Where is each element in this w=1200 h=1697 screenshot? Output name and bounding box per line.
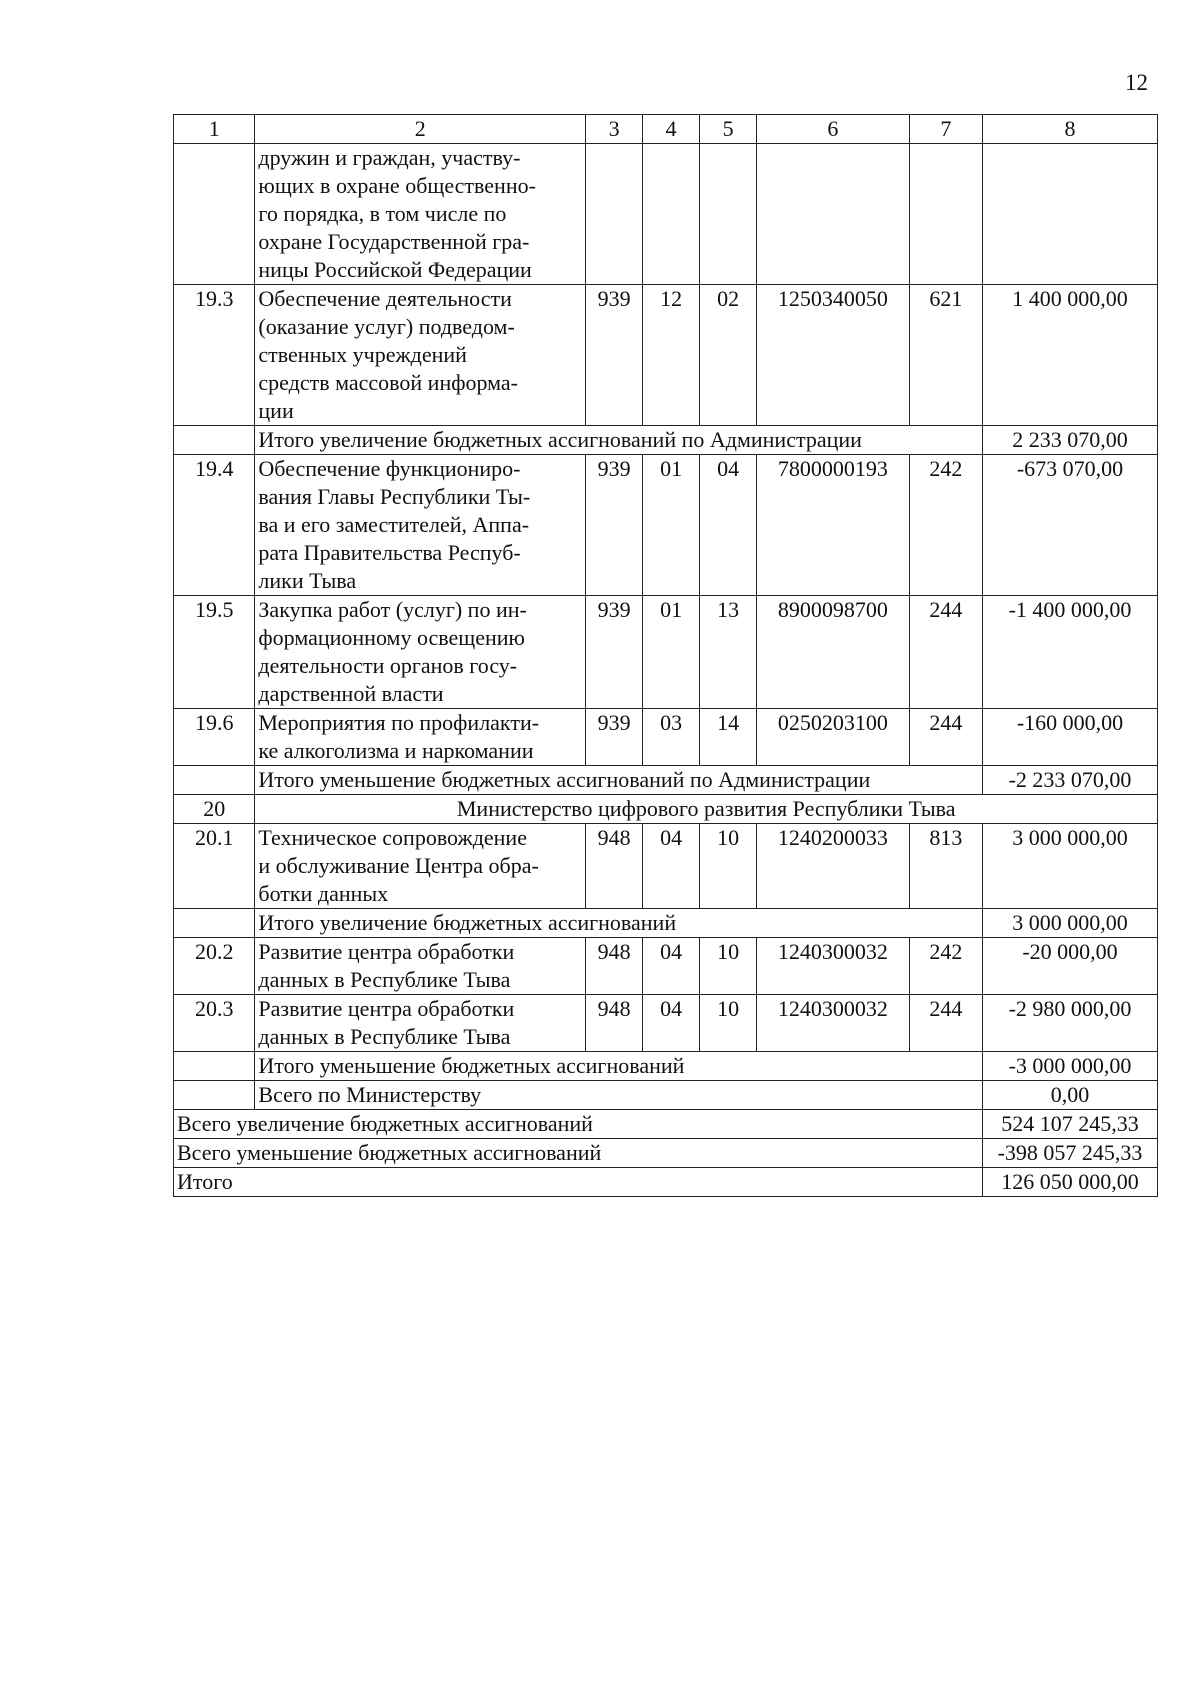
amount: 2 233 070,00 xyxy=(982,426,1157,455)
row-number: 20.2 xyxy=(174,938,255,995)
subsection-code: 10 xyxy=(700,938,757,995)
budget-allocation-table xyxy=(173,114,1158,1197)
row-number: 19.5 xyxy=(174,596,255,709)
row-number: 20.3 xyxy=(174,995,255,1052)
row-name: Обеспечение деятельности (оказание услуг) подведом- ственных учреждений средств массовой информа- ции xyxy=(255,285,586,426)
table-row xyxy=(174,596,1158,709)
ministry-code xyxy=(586,144,643,285)
target-article-code: 1240200033 xyxy=(757,824,910,909)
total-row xyxy=(174,1139,1158,1168)
subtotal-row xyxy=(174,426,1158,455)
section-row xyxy=(174,795,1158,824)
amount: 0,00 xyxy=(982,1081,1157,1110)
empty-cell xyxy=(174,1081,255,1110)
row-number xyxy=(174,144,255,285)
expense-type-code: 242 xyxy=(909,938,982,995)
amount: -1 400 000,00 xyxy=(982,596,1157,709)
subtotal-row xyxy=(174,1081,1158,1110)
row-number: 20.1 xyxy=(174,824,255,909)
section-title: Министерство цифрового развития Республики Тыва xyxy=(255,795,1158,824)
ministry-code: 948 xyxy=(586,824,643,909)
target-article-code: 1240300032 xyxy=(757,938,910,995)
row-name: Мероприятия по профилакти- ке алкоголизма и наркомании xyxy=(255,709,586,766)
empty-cell xyxy=(174,1052,255,1081)
row-name: дружин и граждан, участву- ющих в охране общественно- го порядка, в том числе по охране Государственной гра- ницы Российской Федерации xyxy=(255,144,586,285)
subsection-code: 02 xyxy=(700,285,757,426)
column-header: 7 xyxy=(909,115,982,144)
subtotal-label: Всего по Министерству xyxy=(255,1081,983,1110)
expense-type-code: 621 xyxy=(909,285,982,426)
ministry-code: 939 xyxy=(586,709,643,766)
ministry-code: 939 xyxy=(586,285,643,426)
row-name: Развитие центра обработки данных в Республике Тыва xyxy=(255,938,586,995)
table-body xyxy=(174,115,1158,1197)
expense-type-code: 242 xyxy=(909,455,982,596)
target-article-code: 7800000193 xyxy=(757,455,910,596)
target-article-code: 1250340050 xyxy=(757,285,910,426)
table-row xyxy=(174,285,1158,426)
subtotal-label: Итого уменьшение бюджетных ассигнований xyxy=(255,1052,983,1081)
expense-type-code: 813 xyxy=(909,824,982,909)
column-header: 6 xyxy=(757,115,910,144)
section-code: 03 xyxy=(643,709,700,766)
total-label: Всего уменьшение бюджетных ассигнований xyxy=(174,1139,983,1168)
page-number: 12 xyxy=(1125,70,1148,95)
amount: -2 980 000,00 xyxy=(982,995,1157,1052)
empty-cell xyxy=(174,426,255,455)
amount: -398 057 245,33 xyxy=(982,1139,1157,1168)
subtotal-label: Итого увеличение бюджетных ассигнований xyxy=(255,909,983,938)
column-header: 1 xyxy=(174,115,255,144)
target-article-code: 1240300032 xyxy=(757,995,910,1052)
table-row xyxy=(174,938,1158,995)
amount: 1 400 000,00 xyxy=(982,285,1157,426)
subsection-code: 10 xyxy=(700,824,757,909)
column-header: 4 xyxy=(643,115,700,144)
section-code: 12 xyxy=(643,285,700,426)
section-code: 04 xyxy=(643,824,700,909)
table-row xyxy=(174,824,1158,909)
amount xyxy=(982,144,1157,285)
ministry-code: 948 xyxy=(586,938,643,995)
amount: 524 107 245,33 xyxy=(982,1110,1157,1139)
ministry-code: 948 xyxy=(586,995,643,1052)
amount: 3 000 000,00 xyxy=(982,909,1157,938)
subsection-code: 13 xyxy=(700,596,757,709)
table-row xyxy=(174,709,1158,766)
amount: 126 050 000,00 xyxy=(982,1168,1157,1197)
amount: -160 000,00 xyxy=(982,709,1157,766)
row-name: Техническое сопровождение и обслуживание Центра обра- ботки данных xyxy=(255,824,586,909)
ministry-code: 939 xyxy=(586,596,643,709)
target-article-code xyxy=(757,144,910,285)
amount: -2 233 070,00 xyxy=(982,766,1157,795)
column-header: 2 xyxy=(255,115,586,144)
empty-cell xyxy=(174,766,255,795)
subtotal-label: Итого увеличение бюджетных ассигнований по Администрации xyxy=(255,426,983,455)
amount: -3 000 000,00 xyxy=(982,1052,1157,1081)
expense-type-code: 244 xyxy=(909,995,982,1052)
section-code: 04 xyxy=(643,938,700,995)
table-row xyxy=(174,455,1158,596)
section-number: 20 xyxy=(174,795,255,824)
amount: 3 000 000,00 xyxy=(982,824,1157,909)
column-header: 8 xyxy=(982,115,1157,144)
subtotal-row xyxy=(174,909,1158,938)
ministry-code: 939 xyxy=(586,455,643,596)
row-number: 19.3 xyxy=(174,285,255,426)
table-row xyxy=(174,144,1158,285)
row-number: 19.6 xyxy=(174,709,255,766)
subsection-code: 04 xyxy=(700,455,757,596)
total-row xyxy=(174,1168,1158,1197)
expense-type-code xyxy=(909,144,982,285)
section-code: 01 xyxy=(643,455,700,596)
expense-type-code: 244 xyxy=(909,709,982,766)
row-name: Развитие центра обработки данных в Республике Тыва xyxy=(255,995,586,1052)
row-name: Обеспечение функциониро- вания Главы Республики Ты- ва и его заместителей, Аппа- рата Правительства Респуб- лики Тыва xyxy=(255,455,586,596)
subsection-code: 14 xyxy=(700,709,757,766)
row-number: 19.4 xyxy=(174,455,255,596)
total-label: Итого xyxy=(174,1168,983,1197)
amount: -20 000,00 xyxy=(982,938,1157,995)
table-row xyxy=(174,995,1158,1052)
expense-type-code: 244 xyxy=(909,596,982,709)
empty-cell xyxy=(174,909,255,938)
column-number-row xyxy=(174,115,1158,144)
target-article-code: 0250203100 xyxy=(757,709,910,766)
subtotal-row xyxy=(174,1052,1158,1081)
section-code: 04 xyxy=(643,995,700,1052)
section-code: 01 xyxy=(643,596,700,709)
column-header: 5 xyxy=(700,115,757,144)
column-header: 3 xyxy=(586,115,643,144)
total-row xyxy=(174,1110,1158,1139)
subsection-code xyxy=(700,144,757,285)
subtotal-row xyxy=(174,766,1158,795)
subsection-code: 10 xyxy=(700,995,757,1052)
target-article-code: 8900098700 xyxy=(757,596,910,709)
section-code xyxy=(643,144,700,285)
subtotal-label: Итого уменьшение бюджетных ассигнований по Администрации xyxy=(255,766,983,795)
row-name: Закупка работ (услуг) по ин- формационному освещению деятельности органов госу- дарственной власти xyxy=(255,596,586,709)
amount: -673 070,00 xyxy=(982,455,1157,596)
total-label: Всего увеличение бюджетных ассигнований xyxy=(174,1110,983,1139)
